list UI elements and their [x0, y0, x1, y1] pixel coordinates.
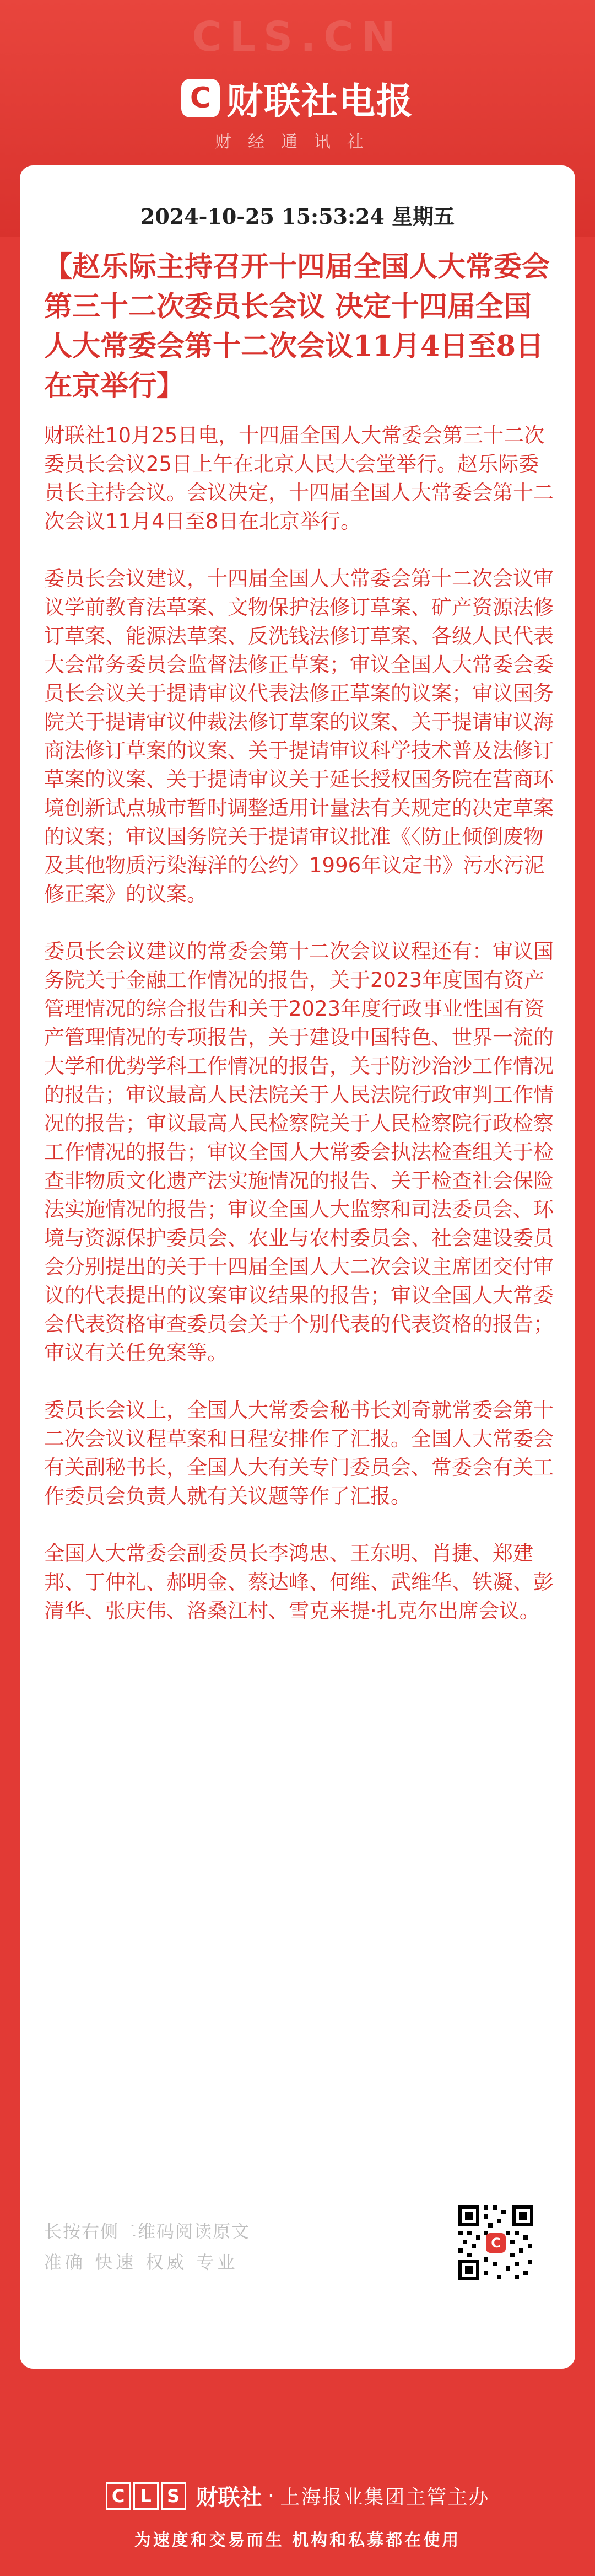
article-paragraph: 委员长会议上，全国人大常委会秘书长刘奇就常委会第十二次会议议程草案和日程安排作了汇报。全国人大常委会有关副秘书长，全国人大有关专门委员会、常委会有关工作委员会负责人就有关议题等作了汇报。	[44, 1398, 554, 1508]
footer-group: 上海报业集团主管主办	[280, 2486, 490, 2509]
brand-c-icon: C	[181, 79, 220, 117]
article-body	[44, 421, 556, 1654]
brand-name: 财联社电报	[226, 80, 414, 122]
article-paragraph: 财联社10月25日电，十四届全国人大常委会第三十二次委员长会议25日上午在北京人民大会堂举行。赵乐际委员长主持会议。会议决定，十四届全国人大常委会第十二次会议11月4日至8日在北京举行。	[44, 423, 554, 533]
qr-badge-letter: C	[491, 2235, 501, 2251]
brand-logo	[0, 72, 595, 124]
header-watermark: CLS.CN	[192, 13, 403, 61]
brand-tagline: 财经通讯社	[215, 132, 380, 152]
qr-code[interactable]	[455, 2202, 537, 2284]
footer-brand: 财联社	[196, 2485, 262, 2510]
article-paragraph: 委员长会议建议，十四届全国人大常委会第十二次会议审议学前教育法草案、文物保护法修订草案、矿产资源法修订草案、能源法草案、反洗钱法修订草案、各级人民代表大会常务委员会监督法修正草案；审议全国人大常委会委员长会议关于提请审议代表法修正草案的议案；审议国务院关于提请审议仲裁法修订草案的议案、关于提请审议海商法修订草案的议案、关于提请审议科学技术普及法修订草案的议案、关于提请审议关于延长授权国务院在营商环境创新试点城市暂时调整适用计量法有关规定的决定草案的议案；审议国务院关于提请审议批准《〈防止倾倒废物及其他物质污染海洋的公约〉1996年议定书》污水污泥修正案》的议案。	[44, 567, 554, 906]
cls-logo-icon: C L S	[106, 2482, 188, 2510]
article-datetime: 2024-10-25 15:53:24 星期五	[140, 204, 455, 229]
article-paragraph: 委员长会议建议的常委会第十二次会议议程还有：审议国务院关于金融工作情况的报告，关于2023年度国有资产管理情况的综合报告和关于2023年度行政事业性国有资产管理情况的专项报告，关于建设中国特色、世界一流的大学和优势学科工作情况的报告，关于防沙治沙工作情况的报告；审议最高人民法院关于人民法院行政审判工作情况的报告；审议最高人民检察院关于人民检察院行政检察工作情况的报告；审议全国人大常委会执法检查组关于检查非物质文化遗产法实施情况的报告、关于检查社会保险法实施情况的报告；审议全国人大监察和司法委员会、环境与资源保护委员会、农业与农村委员会、社会建设委员会分别提出的关于十四届全国人大二次会议主席团交付审议的代表提出的议案审议结果的报告；审议全国人大常委会代表资格审查委员会关于个别代表的代表资格的报告；审议有关任免案等。	[44, 940, 554, 1365]
footer-brand-row	[0, 2480, 595, 2511]
article-paragraph: 全国人大常委会副委员长李鸿忠、王东明、肖捷、郑建邦、丁仲礼、郝明金、蔡达峰、何维、武维华、铁凝、彭清华、张庆伟、洛桑江村、雪克来提·扎克尔出席会议。	[44, 1542, 554, 1623]
footer-separator: ·	[267, 2483, 275, 2509]
article-card	[20, 165, 575, 2369]
footer	[0, 2454, 595, 2576]
article-title: 【赵乐际主持召开十四届全国人大常委会第三十二次委员长会议 决定十四届全国人大常委会第十二次会议11月4日至8日在京举行】	[44, 250, 550, 402]
qr-prompt: 长按右侧二维码阅读原文	[44, 2221, 251, 2242]
qr-qualities: 准确 快速 权威 专业	[44, 2252, 239, 2273]
footer-slogan: 为速度和交易而生 机构和私募都在使用	[134, 2531, 461, 2550]
